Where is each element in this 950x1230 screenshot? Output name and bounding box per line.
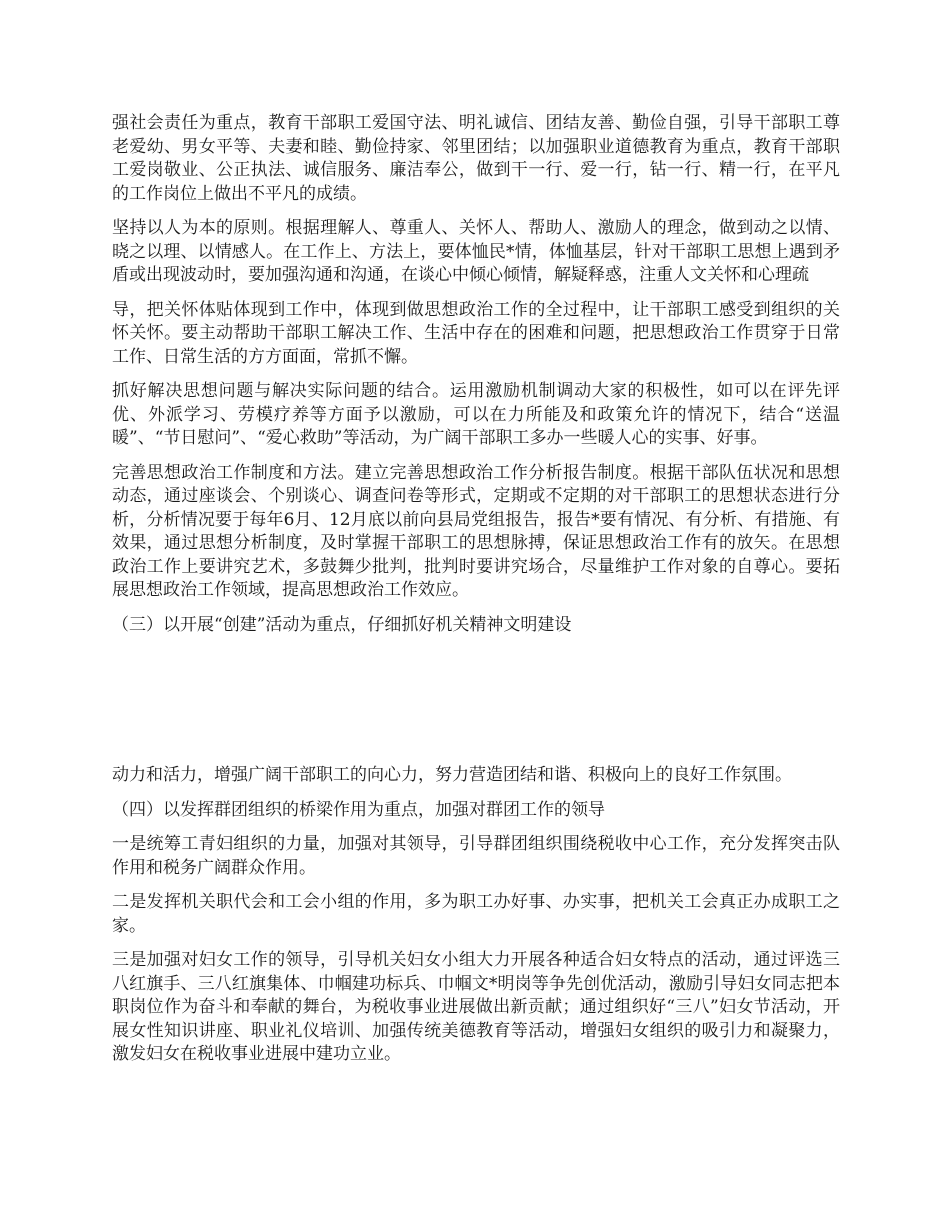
paragraph-people-oriented: 坚持以人为本的原则。根据理解人、尊重人、关怀人、帮助人、激励人的理念，做到动之以情、晓之以理、以情感人。在工作上、方法上，要体恤民*情，体恤基层，针对干部职工思想上遇到矛盾或出现波动时，要加强沟通和沟通，在谈心中倾心倾情，解疑释惑，注重人文关怀和心理疏 — [112, 218, 840, 285]
document-page — [112, 112, 840, 1078]
section-heading-4: （四）以发挥群团组织的桥梁作用为重点，加强对群团工作的领导 — [112, 799, 605, 820]
blank-gap — [112, 648, 840, 764]
paragraph-system-and-methods: 完善思想政治工作制度和方法。建立完善思想政治工作分析报告制度。根据干部队伍状况和思想动态，通过座谈会、个别谈心、调查问卷等形式，定期或不定期的对干部职工的思想状态进行分析，分析情况要于每年6月、12月底以前向县局党组报告，报告*要有情况、有分析、有措施、有效果，通过思想分析制度，及时掌握干部职工的思想脉搏，保证思想政治工作有的放矢。在思想政治工作上要讲究艺术，多鼓舞少批判，批判时要讲究场合，尽量维护工作对象的自尊心。要拓展思想政治工作领域，提高思想政治工作效应。 — [112, 462, 840, 600]
paragraph-social-responsibility: 强社会责任为重点，教育干部职工爱国守法、明礼诚信、团结友善、勤俭自强，引导干部职工尊老爱幼、男女平等、夫妻和睦、勤俭持家、邻里团结；以加强职业道德教育为重点，教育干部职工爱岗敬业、公正执法、诚信服务、廉洁奉公，做到干一行、爱一行，钻一行、精一行，在平凡的工作岗位上做出不平凡的成绩。 — [112, 113, 840, 204]
section-heading-3: （三）以开展“创建”活动为重点，仔细抓好机关精神文明建设 — [112, 614, 572, 635]
paragraph-item-three: 三是加强对妇女工作的领导，引导机关妇女小组大力开展各种适合妇女特点的活动，通过评选三八红旗手、三八红旗集体、巾帼建功标兵、巾帼文*明岗等争先创优活动，激励引导妇女同志把本职岗位作为奋斗和奉献的舞台，为税收事业进展做出新贡献；通过组织好“三八”妇女节活动，开展女性知识讲座、职业礼仪培训、加强传统美德教育等活动，增强妇女组织的吸引力和凝聚力，激发妇女在税收事业进展中建功立业。 — [112, 950, 840, 1064]
paragraph-vitality: 动力和活力，增强广阔干部职工的向心力，努力营造团结和谐、积极向上的良好工作氛围。 — [112, 765, 792, 785]
paragraph-care-continuation: 导，把关怀体贴体现到工作中，体现到做思想政治工作的全过程中，让干部职工感受到组织的关怀关怀。要主动帮助干部职工解决工作、生活中存在的困难和问题，把思想政治工作贯穿于日常工作、日常生活的方方面面，常抓不懈。 — [112, 299, 840, 367]
paragraph-item-two: 二是发挥机关职代会和工会小组的作用，多为职工办好事、办实事，把机关工会真正办成职工之家。 — [112, 892, 840, 936]
paragraph-item-one: 一是统筹工青妇组织的力量，加强对其领导，引导群团组织围绕税收中心工作，充分发挥突击队作用和税务广阔群众作用。 — [112, 834, 840, 878]
paragraph-practical-problems: 抓好解决思想问题与解决实际问题的结合。运用激励机制调动大家的积极性，如可以在评先评优、外派学习、劳模疗养等方面予以激励，可以在力所能及和政策允许的情况下，结合“送温暖”、“节日慰问”、“爱心救助”等活动，为广阔干部职工多办一些暖人心的实事、好事。 — [112, 381, 840, 448]
